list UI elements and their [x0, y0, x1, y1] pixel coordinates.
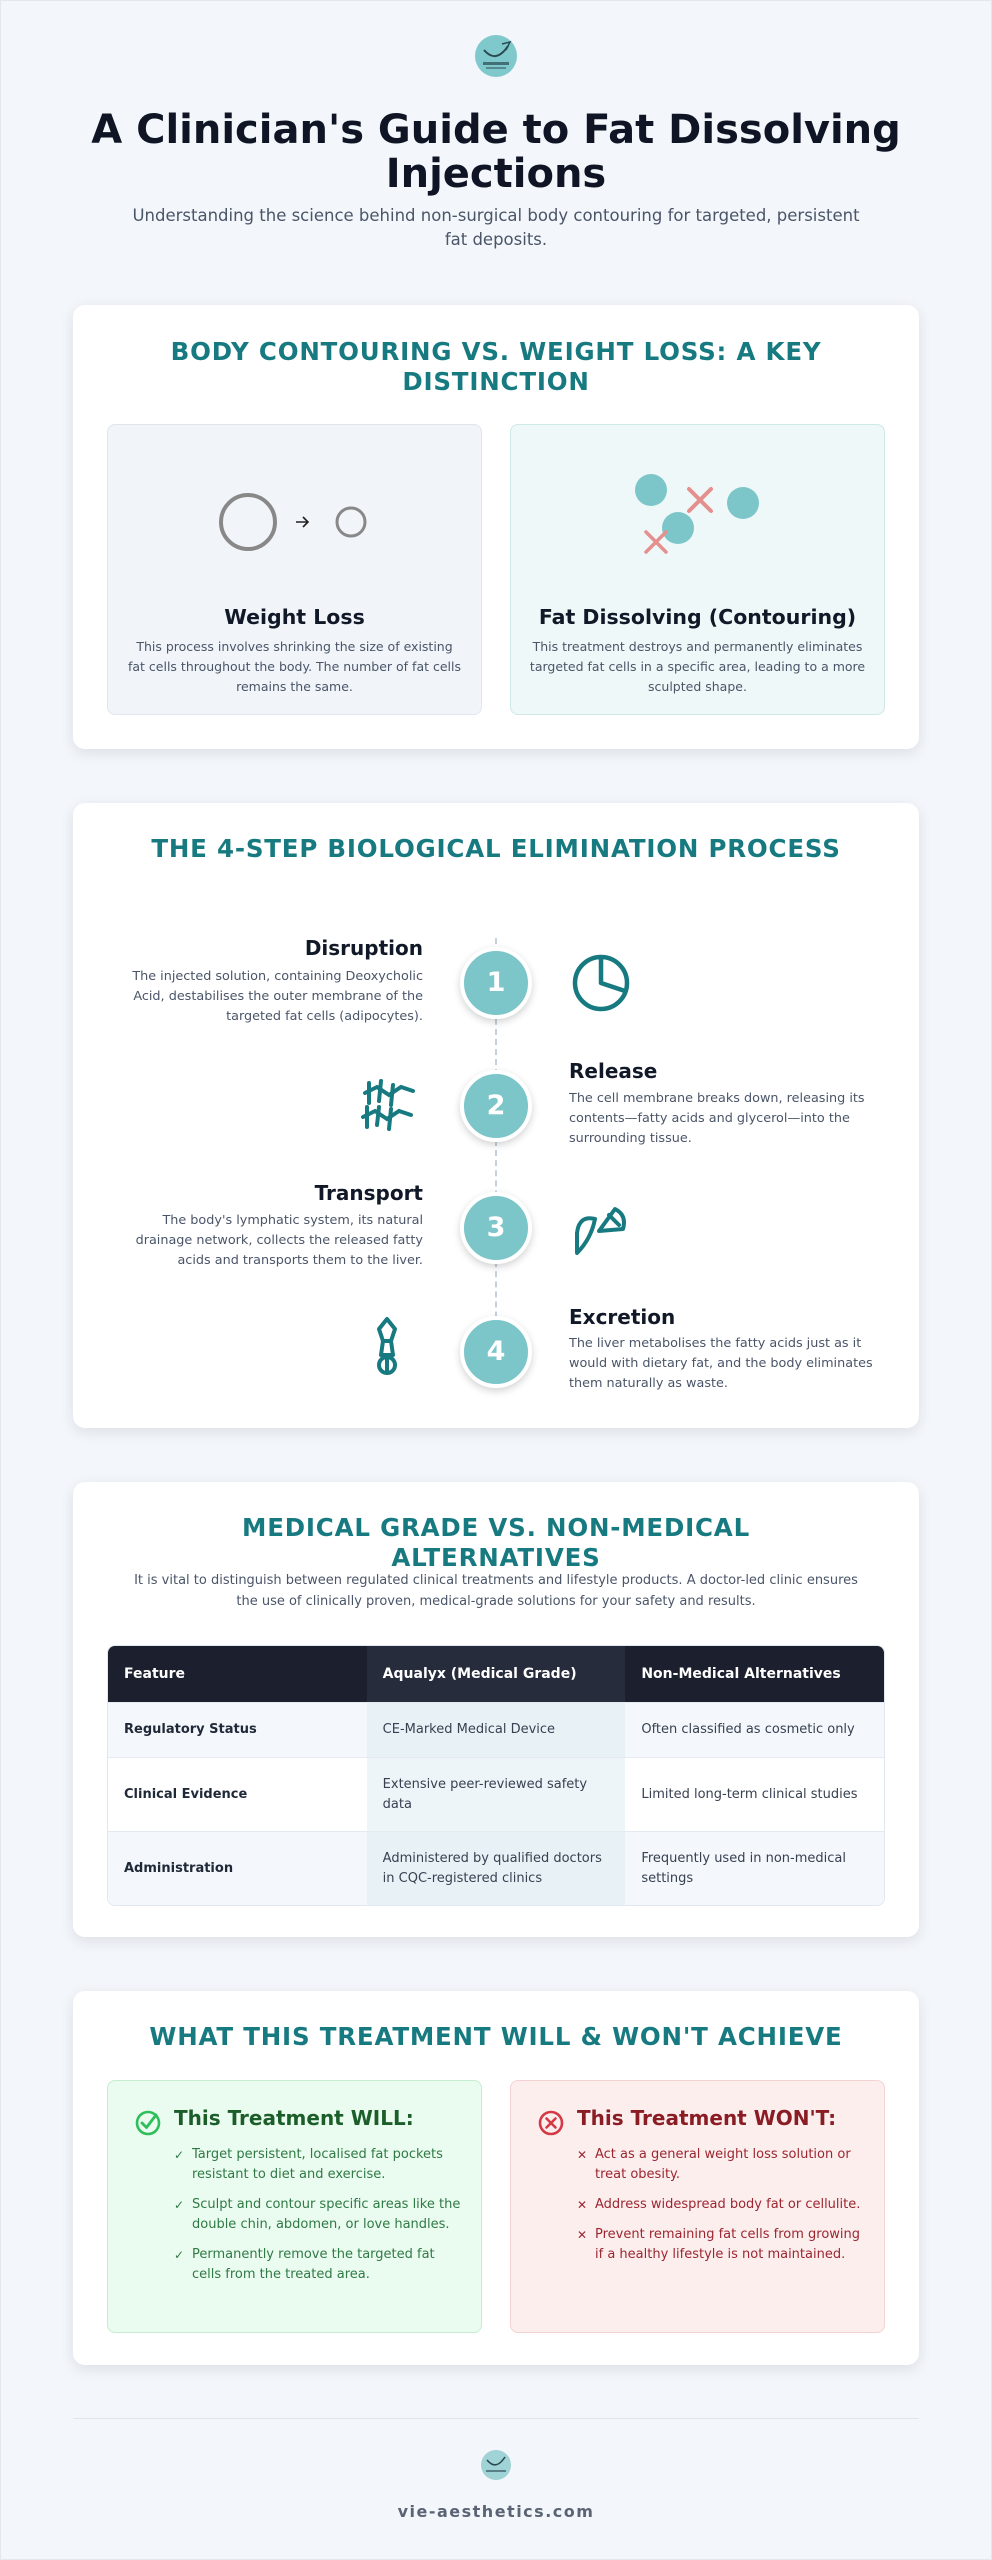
x-mark-icon: ✕	[577, 2148, 588, 2162]
step-text: The cell membrane breaks down, releasing its contents—fatty acids and glycerol—into the surrounding tissue.	[569, 1091, 865, 1146]
step-title: Release	[569, 1059, 658, 1083]
contouring-box	[510, 424, 885, 715]
list-item	[174, 2145, 464, 2185]
check-mark-icon: ✓	[174, 2248, 185, 2262]
process-title: THE 4-STEP BIOLOGICAL ELIMINATION PROCESS	[151, 834, 841, 863]
check-circle-icon	[134, 2109, 162, 2137]
list-item-text: Permanently remove the targeted fat cells from the treated area.	[192, 2247, 435, 2282]
table-header: Aqualyx (Medical Grade)	[367, 1646, 626, 1702]
table-header-row	[108, 1646, 884, 1702]
list-item	[577, 2145, 867, 2185]
distinction-card	[73, 305, 919, 749]
check-mark-icon: ✓	[174, 2198, 185, 2212]
step-title: Disruption	[304, 936, 423, 960]
footer-divider	[73, 2418, 919, 2419]
pie-chart-icon	[569, 951, 633, 1015]
footer-url[interactable]: vie-aesthetics.com	[397, 2502, 595, 2521]
step-number: 4	[460, 1316, 532, 1388]
page-subtitle: Understanding the science behind non-surgical body contouring for targeted, persistent fat deposits.	[132, 206, 860, 249]
contouring-text: This treatment destroys and permanently eliminates targeted fat cells in a specific area, leading to a more sculpted shape.	[529, 639, 866, 694]
step-text: The body's lymphatic system, its natural drainage network, collects the released fatty acids and transports them to the liver.	[135, 1213, 423, 1268]
list-item	[174, 2195, 464, 2235]
x-circle-icon	[537, 2109, 565, 2137]
contouring-title: Fat Dissolving (Contouring)	[538, 605, 857, 629]
outcomes-card	[73, 1991, 919, 2365]
distinction-title: BODY CONTOURING VS. WEIGHT LOSS: A KEY DISTINCTION	[170, 337, 822, 396]
table-cell: Limited long-term clinical studies	[625, 1758, 884, 1831]
table-cell: Clinical Evidence	[108, 1758, 367, 1831]
step-text: The injected solution, containing Deoxycholic Acid, destabilises the outer membrane of the targeted fat cells (adipocytes).	[132, 969, 423, 1024]
weight-loss-title: Weight Loss	[224, 605, 365, 629]
wont-list	[577, 2145, 867, 2275]
step-number: 2	[460, 1070, 532, 1142]
will-box	[107, 2080, 482, 2333]
table-cell: Regulatory Status	[108, 1703, 367, 1757]
step-text: The liver metabolises the fatty acids just as it would with dietary fat, and the body eliminates them naturally as waste.	[569, 1336, 873, 1391]
table-cell: Administered by qualified doctors in CQC-registered clinics	[367, 1832, 626, 1905]
step-title: Transport	[314, 1181, 423, 1205]
list-item-text: Target persistent, localised fat pockets resistant to diet and exercise.	[192, 2147, 443, 2182]
molecules-icon	[355, 1073, 419, 1137]
table-header: Feature	[108, 1646, 367, 1702]
shrinking-cell-icon	[108, 425, 483, 575]
x-mark-icon: ✕	[577, 2198, 588, 2212]
step-number: 3	[460, 1192, 532, 1264]
step-number: 1	[460, 947, 532, 1019]
weight-loss-box	[107, 424, 482, 715]
comparison-title: MEDICAL GRADE VS. NON-MEDICAL ALTERNATIVES	[242, 1513, 750, 1572]
page-title: A Clinician's Guide to Fat Dissolving Injections	[91, 107, 901, 197]
table-cell: Often classified as cosmetic only	[625, 1703, 884, 1757]
process-card	[73, 803, 919, 1428]
list-item-text: Address widespread body fat or cellulite.	[595, 2197, 861, 2212]
weight-loss-text: This process involves shrinking the size of existing fat cells throughout the body. The number of fat cells remains the same.	[127, 639, 461, 694]
outcomes-title: WHAT THIS TREATMENT WILL & WON'T ACHIEVE	[149, 2022, 843, 2051]
list-item-text: Prevent remaining fat cells from growing if a healthy lifestyle is not maintained.	[595, 2227, 861, 2262]
table-cell: Frequently used in non-medical settings	[625, 1832, 884, 1905]
list-item	[174, 2245, 464, 2285]
footer-logo	[478, 2448, 514, 2488]
table-row	[108, 1757, 884, 1831]
comparison-intro: It is vital to distinguish between regulated clinical treatments and lifestyle products. A doctor-led clinic ensures the use of clinically proven, medical-grade solutions for your safety and results.	[134, 1573, 858, 1609]
list-item	[577, 2195, 867, 2215]
table-cell: Administration	[108, 1832, 367, 1905]
wont-box	[510, 2080, 885, 2333]
step-title: Excretion	[569, 1305, 676, 1329]
list-item-text: Sculpt and contour specific areas like the double chin, abdomen, or love handles.	[192, 2197, 461, 2232]
eliminated-cells-icon	[511, 425, 886, 575]
table-cell: CE-Marked Medical Device	[367, 1703, 626, 1757]
will-title: This Treatment WILL:	[174, 2106, 414, 2130]
list-item-text: Act as a general weight loss solution or treat obesity.	[595, 2147, 851, 2182]
table-cell: Extensive peer-reviewed safety data	[367, 1758, 626, 1831]
will-list	[174, 2145, 464, 2295]
table-row	[108, 1831, 884, 1905]
wont-title: This Treatment WON'T:	[577, 2106, 837, 2130]
check-mark-icon: ✓	[174, 2148, 185, 2162]
comparison-table	[107, 1645, 885, 1906]
brand-logo	[472, 34, 520, 86]
list-item	[577, 2225, 867, 2265]
transport-icon	[569, 1195, 633, 1259]
table-header: Non-Medical Alternatives	[625, 1646, 884, 1702]
comparison-card	[73, 1482, 919, 1937]
x-mark-icon: ✕	[577, 2228, 588, 2242]
table-row	[108, 1702, 884, 1757]
excretion-icon	[355, 1315, 419, 1379]
